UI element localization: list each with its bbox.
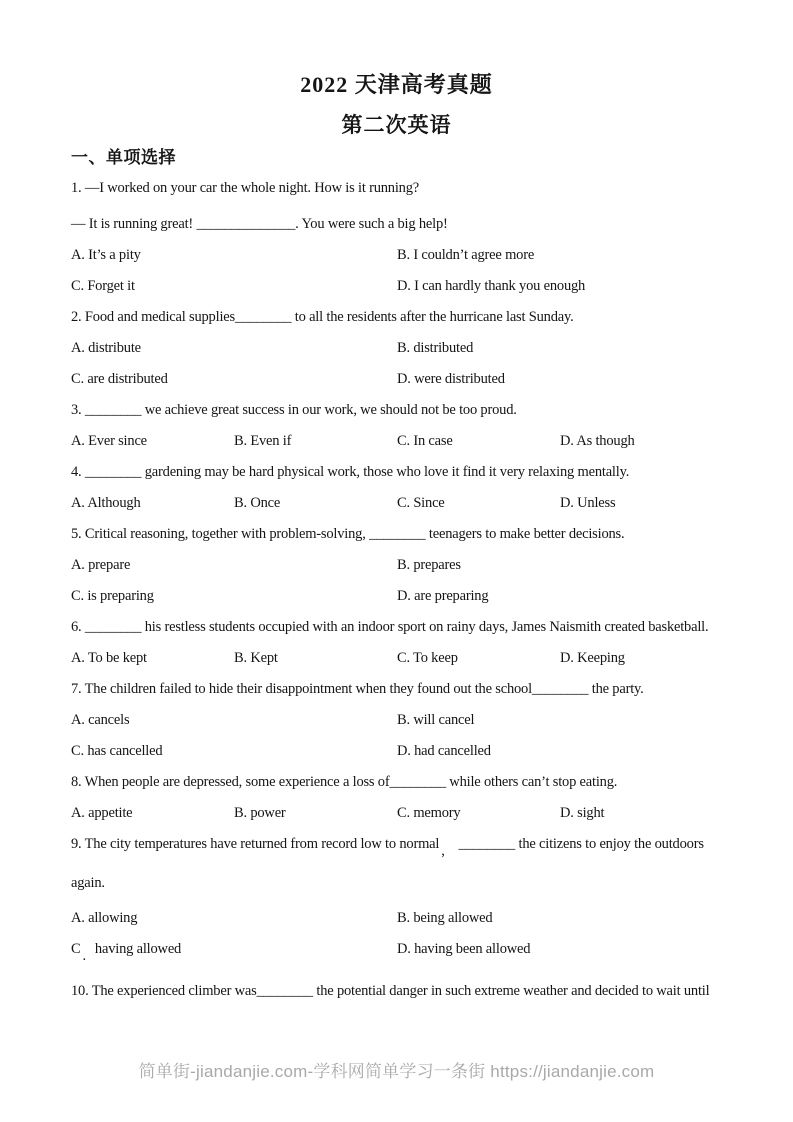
q8-option-d: D. sight [560, 805, 605, 821]
q1-options-row2 [71, 271, 723, 302]
q5-option-c: C. is preparing [71, 588, 154, 604]
q3-option-b: B. Even if [234, 433, 292, 449]
q9-option-b: B. being allowed [397, 910, 493, 926]
q3-option-d: D. As though [560, 433, 635, 449]
q3-option-c: C. In case [397, 433, 453, 449]
q9-option-a: A. allowing [71, 910, 138, 926]
exam-body [71, 142, 723, 1007]
q2-option-a: A. distribute [71, 340, 141, 356]
q9-low-comma: , [441, 843, 445, 859]
q8-option-c: C. memory [397, 805, 461, 821]
q7-stem: 7. The children failed to hide their disappointment when they found out the school________ the party. [71, 681, 644, 697]
q9-stem-line2: again. [71, 875, 105, 891]
q4-option-b: B. Once [234, 495, 281, 511]
q6-options-row [71, 643, 723, 674]
q6-option-b: B. Kept [234, 650, 278, 666]
q9-options-row2 [71, 934, 723, 965]
q3-stem: 3. ________ we achieve great success in our work, we should not be too proud. [71, 402, 517, 418]
exam-title: 2022 天津高考真题 [300, 72, 493, 97]
q2-options-row1 [71, 333, 723, 364]
section-header: 一、单项选择 [71, 148, 176, 167]
q7-option-b: B. will cancel [397, 712, 475, 728]
q4-option-d: D. Unless [560, 495, 616, 511]
q7-options-row2 [71, 736, 723, 767]
q2-stem: 2. Food and medical supplies________ to all the residents after the hurricane last Sunday. [71, 309, 574, 325]
q4-stem: 4. ________ gardening may be hard physical work, those who love it find it very relaxing mentally. [71, 464, 630, 480]
q6-option-d: D. Keeping [560, 650, 625, 666]
q9-option-c-text: having allowed [94, 941, 182, 957]
q3-options-row [71, 426, 723, 457]
q5-options-row2 [71, 581, 723, 612]
q1-stem-line1: 1. —I worked on your car the whole night. How is it running? [71, 180, 420, 196]
q1-options-row1 [71, 240, 723, 271]
q7-option-a: A. cancels [71, 712, 130, 728]
q2-option-d: D. were distributed [397, 371, 505, 387]
q9-option-c [71, 934, 397, 965]
q2-option-c: C. are distributed [71, 371, 168, 387]
q6-option-a: A. To be kept [71, 650, 147, 666]
q1-option-d: D. I can hardly thank you enough [397, 278, 586, 294]
q5-option-a: A. prepare [71, 557, 131, 573]
q8-options-row [71, 798, 723, 829]
q8-option-b: B. power [234, 805, 286, 821]
q9-option-c-label: C [71, 941, 81, 957]
q8-stem: 8. When people are depressed, some experience a loss of________ while others can’t stop eating. [71, 774, 618, 790]
q9-option-c-low-dot: . [82, 948, 86, 964]
q6-option-c: C. To keep [397, 650, 458, 666]
watermark-footer: 简单街-jiandanjie.com-学科网简单学习一条街 https://jiandanjie.com [138, 1062, 655, 1081]
q9-option-d: D. having been allowed [397, 941, 531, 957]
exam-subtitle: 第二次英语 [341, 113, 452, 137]
q2-options-row2 [71, 364, 723, 395]
q5-options-row1 [71, 550, 723, 581]
q2-option-b: B. distributed [397, 340, 474, 356]
q1-option-c: C. Forget it [71, 278, 135, 294]
q9-stem-line1 [71, 829, 723, 860]
q1-option-b: B. I couldn’t agree more [397, 247, 535, 263]
q7-option-d: D. had cancelled [397, 743, 491, 759]
q5-option-d: D. are preparing [397, 588, 489, 604]
q5-stem: 5. Critical reasoning, together with problem-solving, ________ teenagers to make better decisions. [71, 526, 625, 542]
q4-options-row [71, 488, 723, 519]
q1-option-a: A. It’s a pity [71, 247, 141, 263]
q9-stem-post: ________ the citizens to enjoy the outdoors [458, 836, 704, 852]
q7-option-c: C. has cancelled [71, 743, 163, 759]
q4-option-c: C. Since [397, 495, 445, 511]
q5-option-b: B. prepares [397, 557, 461, 573]
q1-stem-line2: — It is running great! ______________. You were such a big help! [71, 216, 448, 232]
q9-stem-pre: 9. The city temperatures have returned from record low to normal [71, 836, 440, 852]
q9-options-row1 [71, 903, 723, 934]
q8-option-a: A. appetite [71, 805, 133, 821]
q3-option-a: A. Ever since [71, 433, 147, 449]
q4-option-a: A. Although [71, 495, 141, 511]
q10-stem: 10. The experienced climber was________ the potential danger in such extreme weather and decided to wait until [71, 983, 710, 999]
q7-options-row1 [71, 705, 723, 736]
q6-stem: 6. ________ his restless students occupied with an indoor sport on rainy days, James Naismith created basketball. [71, 619, 709, 635]
